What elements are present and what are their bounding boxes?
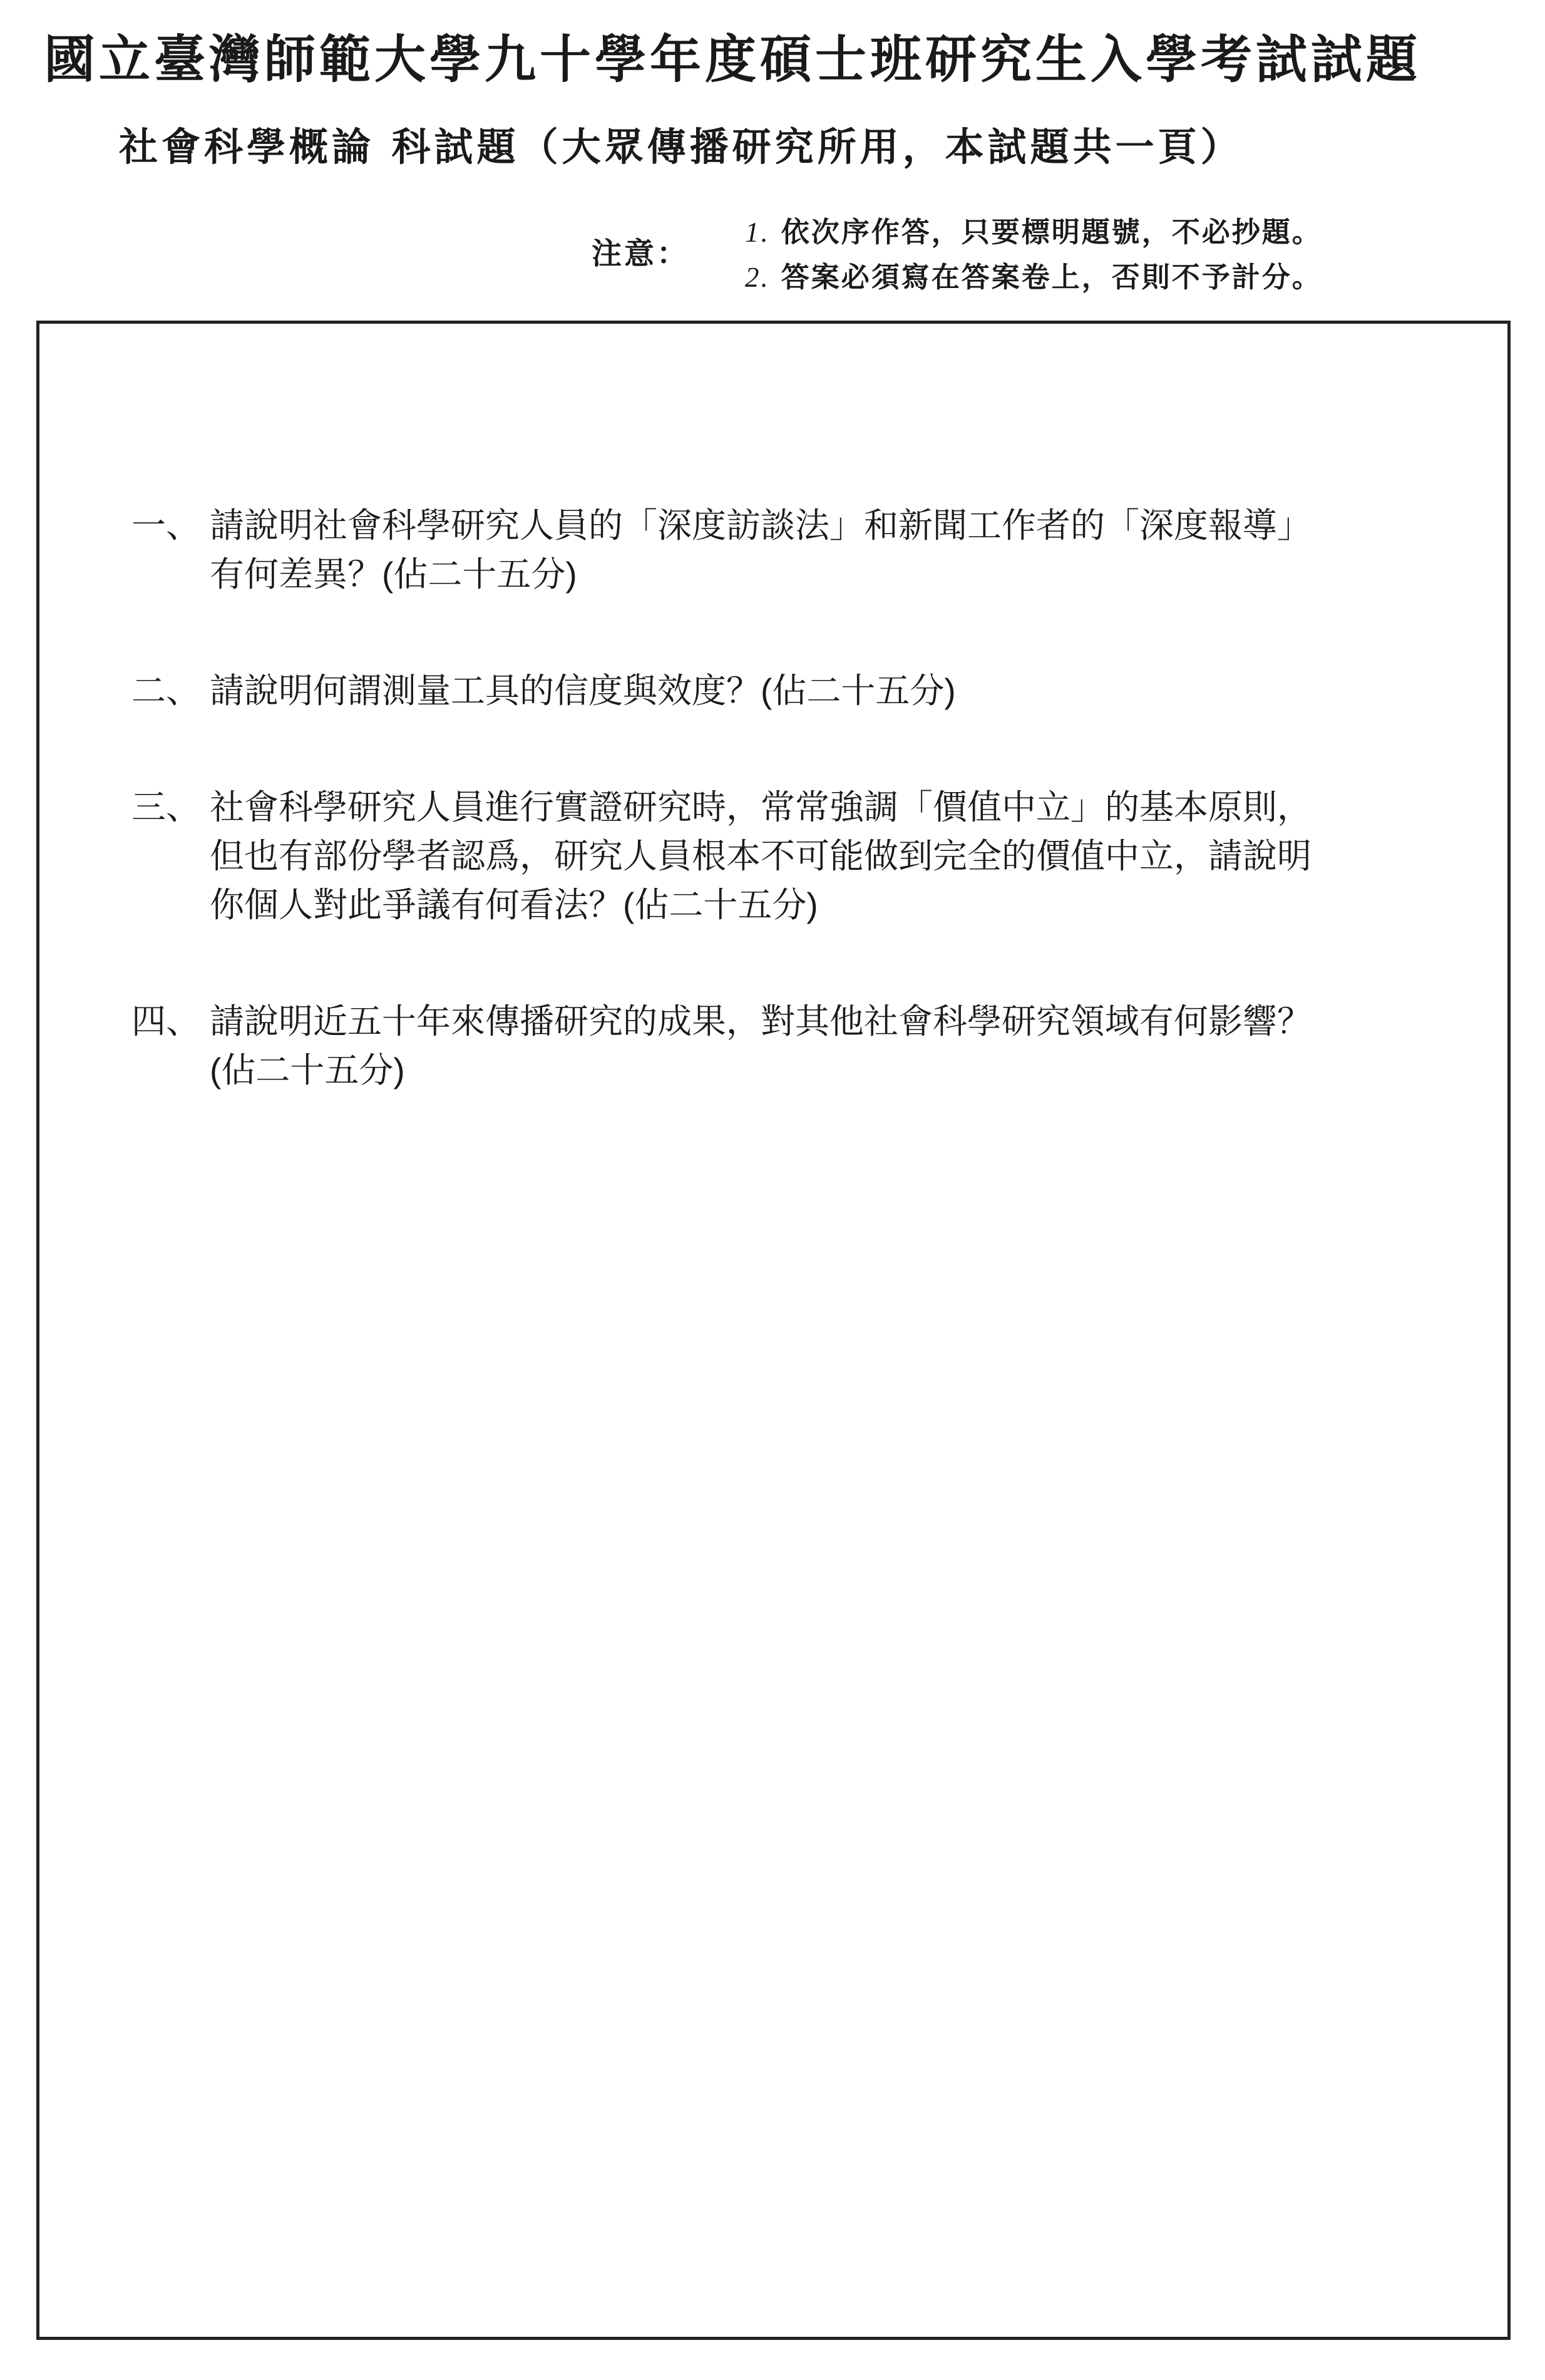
notice-item-number: 1. [745, 217, 770, 248]
question-number: 一、 [131, 506, 201, 545]
question-text [210, 783, 1446, 929]
question-list [131, 501, 1446, 1162]
question-number: 四、 [131, 1002, 201, 1041]
question-number: 二、 [131, 671, 201, 710]
notice-item-text: 依次序作答，只要標明題號，不必抄題。 [781, 215, 1322, 249]
question-text [210, 997, 1446, 1095]
question-line: 請說明近五十年來傳播研究的成果，對其他社會科學研究領域有何影響？ [210, 1002, 1312, 1041]
question-line: (佔二十五分) [210, 1051, 405, 1090]
notice-list [745, 210, 1496, 300]
question-line: 請說明何謂測量工具的信度與效度？(佔二十五分) [210, 671, 956, 710]
notice-label: 注意： [592, 236, 690, 271]
question-text [210, 666, 1446, 715]
question-3 [131, 783, 1446, 929]
question-line: 社會科學研究人員進行實證研究時，常常強調「價值中立」的基本原則， [210, 788, 1312, 827]
question-4 [131, 997, 1446, 1095]
notice-item [745, 255, 1496, 300]
question-line: 但也有部份學者認爲，研究人員根本不可能做到完全的價值中立，請說明 [210, 837, 1312, 875]
notice-item-number: 2. [745, 262, 770, 293]
exam-subtitle: 社會科學概論 科試題（大眾傳播研究所用，本試題共一頁） [119, 124, 1243, 170]
exam-title: 國立臺灣師範大學九十學年度碩士班研究生入學考試試題 [44, 29, 1422, 90]
question-number: 三、 [131, 788, 201, 827]
question-2 [131, 666, 1446, 715]
notice-item [745, 210, 1496, 255]
question-line: 有何差異？(佔二十五分) [210, 555, 577, 594]
question-line: 請說明社會科學研究人員的「深度訪談法」和新聞工作者的「深度報導」 [210, 506, 1312, 545]
question-1 [131, 501, 1446, 599]
question-text [210, 501, 1446, 599]
notice-item-text: 答案必須寫在答案卷上，否則不予計分。 [781, 260, 1322, 294]
question-line: 你個人對此爭議有何看法？(佔二十五分) [210, 885, 818, 924]
